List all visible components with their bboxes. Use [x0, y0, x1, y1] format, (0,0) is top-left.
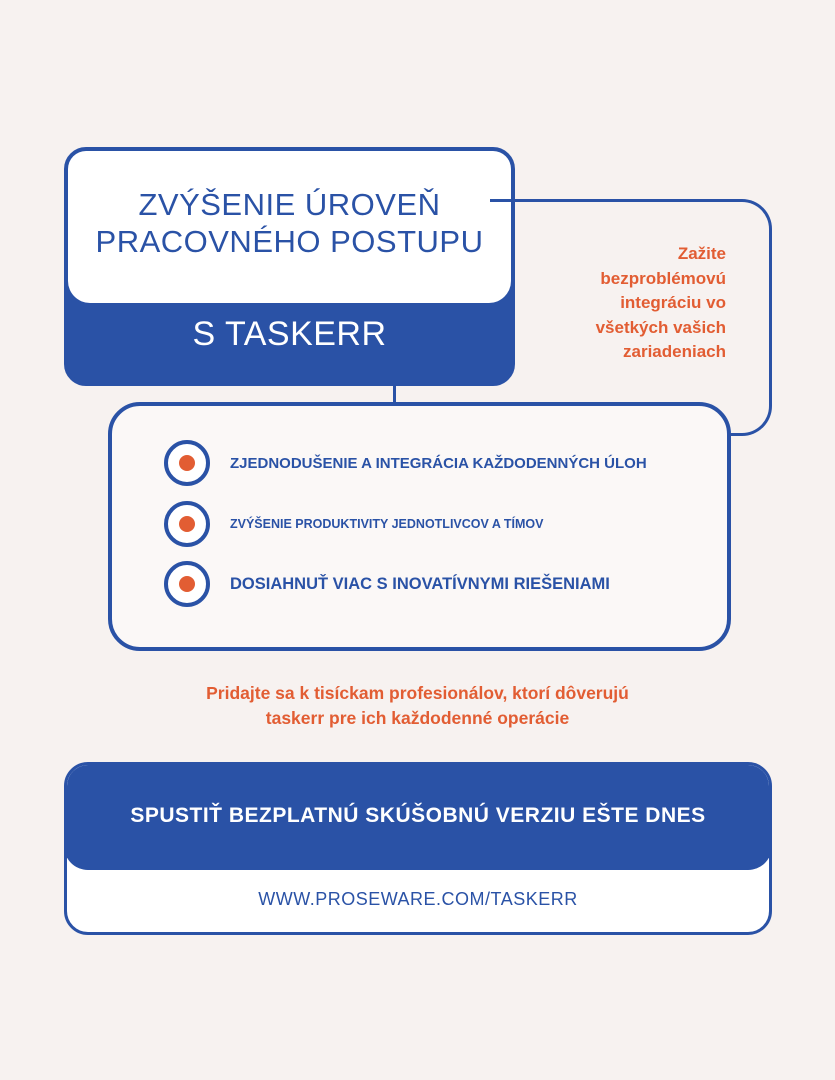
title-line-1: ZVÝŠENIE ÚROVEŇ	[138, 187, 441, 222]
callout-line: všetkých vašich	[595, 317, 726, 337]
page-title	[96, 186, 484, 260]
feature-label: ZVÝŠENIE PRODUKTIVITY JEDNOTLIVCOV A TÍMOV	[230, 517, 544, 531]
social-proof-text	[0, 681, 835, 731]
target-bullet-icon	[164, 561, 210, 607]
target-bullet-icon	[164, 501, 210, 547]
start-trial-button[interactable]: SPUSTIŤ BEZPLATNÚ SKÚŠOBNÚ VERZIU EŠTE DNES	[64, 762, 772, 870]
feature-item	[164, 440, 647, 486]
feature-label: ZJEDNODUŠENIE A INTEGRÁCIA KAŽDODENNÝCH ÚLOH	[230, 454, 647, 472]
feature-item	[164, 561, 610, 607]
target-bullet-icon	[164, 440, 210, 486]
website-link[interactable]: WWW.PROSEWARE.COM/TASKERR	[258, 889, 578, 909]
social-proof-line-2: taskerr pre ich každodenné operácie	[265, 708, 570, 728]
feature-item	[164, 501, 543, 547]
callout-line: integráciu vo	[620, 293, 726, 312]
callout-line: Zažite	[677, 244, 726, 263]
callout-text	[540, 242, 726, 365]
cta-card	[64, 762, 772, 935]
title-line-2: PRACOVNÉHO POSTUPU	[95, 224, 484, 259]
callout-line: zariadeniach	[623, 342, 726, 361]
title-panel	[68, 151, 511, 303]
feature-label: DOSIAHNUŤ VIAC S INOVATÍVNYMI RIEŠENIAMI	[230, 574, 610, 593]
callout-line: bezproblémovú	[600, 268, 726, 288]
feature-list-card	[108, 402, 731, 651]
social-proof-line-1: Pridajte sa k tisíckam profesionálov, ktorí dôverujú	[206, 683, 629, 703]
title-card	[64, 147, 515, 386]
page-subtitle: S TASKERR	[192, 315, 387, 353]
